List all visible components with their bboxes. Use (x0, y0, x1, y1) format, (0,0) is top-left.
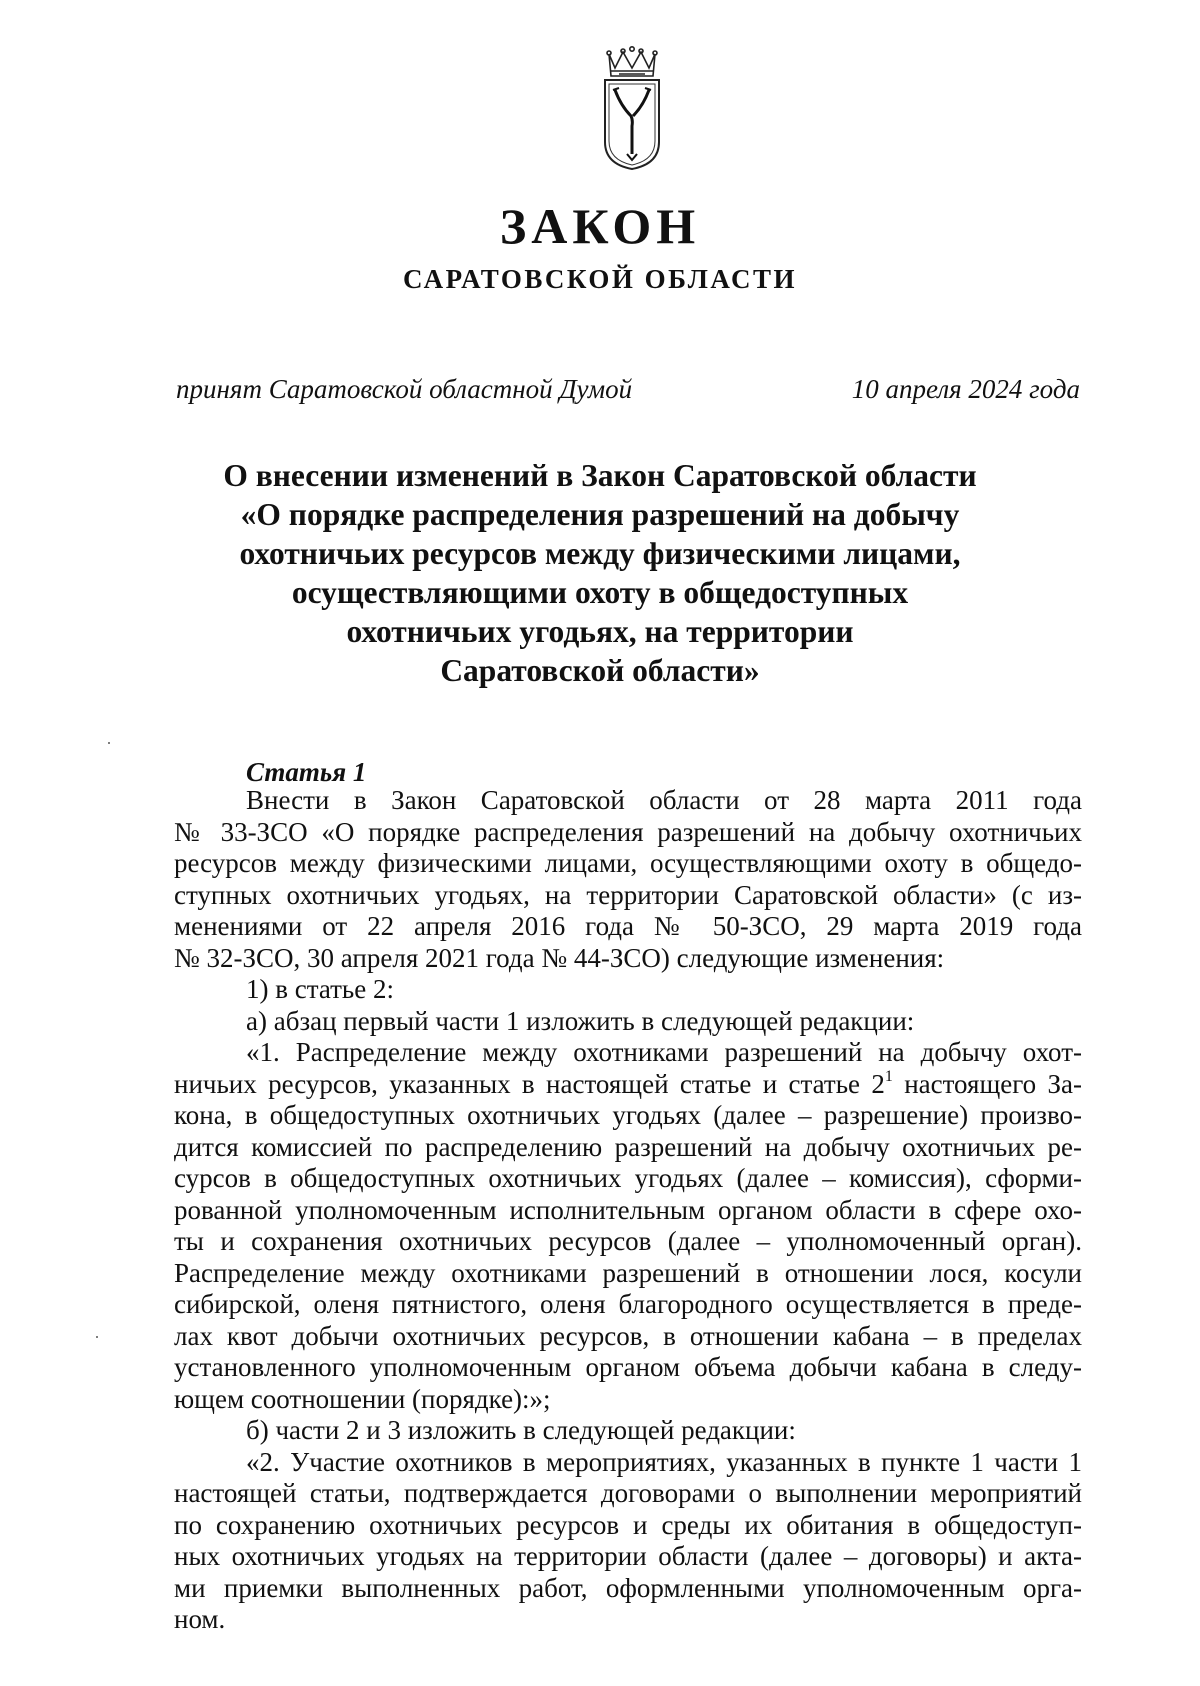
superscript: 1 (884, 1067, 893, 1085)
text-line: № 33-ЗСО «О порядке распределения разрешений на добычу охотничьих (174, 816, 1082, 847)
text-line: Распределение между охотниками разрешений в отношении лося, косули (174, 1257, 1082, 1288)
adoption-date: 10 апреля 2024 года (851, 374, 1080, 404)
law-region: САРАТОВСКОЙ ОБЛАСТИ (402, 264, 798, 294)
text-line: установленного уполномоченным органом объема добычи кабана в следу- (174, 1352, 1082, 1382)
law-heading (150, 456, 1050, 690)
text-fragment: ничьих ресурсов, указанных в настоящей статье и статье 2 (174, 1068, 885, 1099)
text-line: Внести в Закон Саратовской области от 28 марта 2011 года (246, 785, 1082, 815)
text-line: а) абзац первый части 1 изложить в следующей редакции: (246, 1005, 915, 1036)
text-line: ты и сохранения охотничьих ресурсов (далее – уполномоченный орган). (174, 1226, 1082, 1256)
heading-line: охотничьих угодьях, на территории (346, 614, 854, 649)
heading-line: «О порядке распределения разрешений на добычу (240, 497, 960, 532)
text-line: ном. (174, 1604, 226, 1634)
text-line: «1. Распределение между охотниками разрешений на добычу охот- (246, 1037, 1082, 1067)
text-line: сибирской, оленя пятнистого, оленя благородного осуществляется в преде- (174, 1289, 1082, 1319)
adoption-line (176, 372, 1080, 406)
heading-line: Саратовской области» (440, 653, 760, 688)
text-line: кона, в общедоступных охотничьих угодьях (далее – разрешение) произво- (174, 1100, 1082, 1130)
coat-of-arms-icon (597, 46, 667, 171)
text-line: рованной уполномоченным исполнительным органом области в сфере охо- (174, 1194, 1082, 1225)
text-line: сурсов в общедоступных охотничьих угодьях (далее – комиссия), сформи- (174, 1163, 1082, 1193)
scan-speck (108, 742, 110, 744)
article-label: Статья 1 (246, 757, 367, 787)
text-line: лах квот добычи охотничьих ресурсов, в отношении кабана – в пределах (174, 1320, 1082, 1351)
heading-line: О внесении изменений в Закон Саратовской области (223, 458, 977, 493)
text-line (174, 1069, 1082, 1101)
law-title: ЗАКОН (499, 198, 701, 254)
text-line: менениями от 22 апреля 2016 года № 50-ЗСО, 29 марта 2019 года (174, 911, 1082, 941)
text-line: ных охотничьих угодьях на территории области (далее – договоры) и акта- (174, 1541, 1082, 1571)
text-line: по сохранению охотничьих ресурсов и среды их обитания в общедоступ- (174, 1509, 1082, 1540)
text-line: ступных охотничьих угодьях, на территории Саратовской области» (с из- (174, 879, 1082, 910)
text-line: ющем соотношении (порядке):»; (174, 1383, 551, 1414)
text-line: настоящей статьи, подтверждается договорами о выполнении мероприятий (174, 1478, 1082, 1508)
text-line: ресурсов между физическими лицами, осуществляющими охоту в общедо- (174, 848, 1082, 878)
text-line: дится комиссией по распределению разрешений на добычу охотничьих ре- (174, 1131, 1082, 1162)
heading-line: охотничьих ресурсов между физическими лицами, (239, 536, 961, 571)
text-line: ми приемки выполненных работ, оформленными уполномоченным орга- (174, 1572, 1082, 1603)
heading-line: осуществляющими охоту в общедоступных (291, 575, 909, 610)
scan-speck (96, 1336, 98, 1338)
text-line: № 32-ЗСО, 30 апреля 2021 года № 44-ЗСО) следующие изменения: (174, 942, 945, 973)
text-line: 1) в статье 2: (246, 974, 394, 1004)
text-line: б) части 2 и 3 изложить в следующей редакции: (246, 1415, 796, 1445)
text-line: «2. Участие охотников в мероприятиях, указанных в пункте 1 части 1 (246, 1446, 1082, 1477)
adopted-by: принят Саратовской областной Думой (176, 374, 633, 404)
text-fragment: настоящего За- (892, 1068, 1082, 1099)
article-body (174, 785, 1082, 1636)
